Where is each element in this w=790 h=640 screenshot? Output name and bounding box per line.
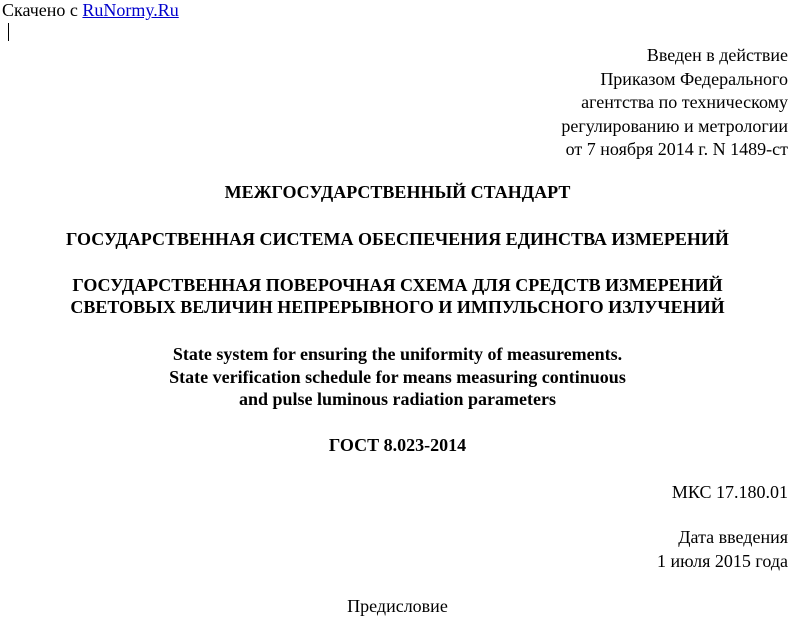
enactment-line: от 7 ноября 2014 г. N 1489-ст	[565, 139, 788, 159]
source-line	[2, 0, 179, 20]
gost-designation: ГОСТ 8.023-2014	[328, 435, 467, 455]
enactment-line: Приказом Федерального	[600, 68, 788, 89]
source-prefix: Скачено с	[2, 0, 83, 20]
text-cursor	[8, 23, 9, 41]
preface-heading: Предисловие	[347, 596, 448, 616]
scheme-title-heading	[0, 274, 790, 318]
effective-date-value: 1 июля 2015 года	[657, 550, 788, 571]
mks-code: МКС 17.180.01	[671, 482, 788, 502]
system-name-heading: ГОСУДАРСТВЕННАЯ СИСТЕМА ОБЕСПЕЧЕНИЯ ЕДИНСТВА ИЗМЕРЕНИЙ	[66, 229, 729, 249]
runormy-link[interactable]: RuNormy.Ru	[82, 0, 179, 20]
standard-type-heading: МЕЖГОСУДАРСТВЕННЫЙ СТАНДАРТ	[224, 182, 571, 202]
enactment-line: агентства по техническому	[581, 92, 788, 112]
effective-date-label: Дата введения	[678, 527, 788, 547]
enactment-note	[561, 44, 788, 162]
scheme-title-line: ГОСУДАРСТВЕННАЯ ПОВЕРОЧНАЯ СХЕМА ДЛЯ СРЕДСТВ ИЗМЕРЕНИЙ	[72, 275, 723, 295]
english-title-line: State system for ensuring the uniformity of measurements.	[172, 344, 623, 364]
enactment-line: Введен в действие	[646, 45, 788, 65]
english-title-line: State verification schedule for means measuring continuous	[169, 366, 626, 387]
english-title	[0, 343, 790, 411]
english-title-line: and pulse luminous radiation parameters	[238, 389, 557, 409]
effective-date	[657, 526, 788, 573]
enactment-line: регулированию и метрологии	[561, 115, 788, 136]
scheme-title-line: СВЕТОВЫХ ВЕЛИЧИН НЕПРЕРЫВНОГО И ИМПУЛЬСНОГО ИЗЛУЧЕНИЙ	[70, 297, 725, 317]
